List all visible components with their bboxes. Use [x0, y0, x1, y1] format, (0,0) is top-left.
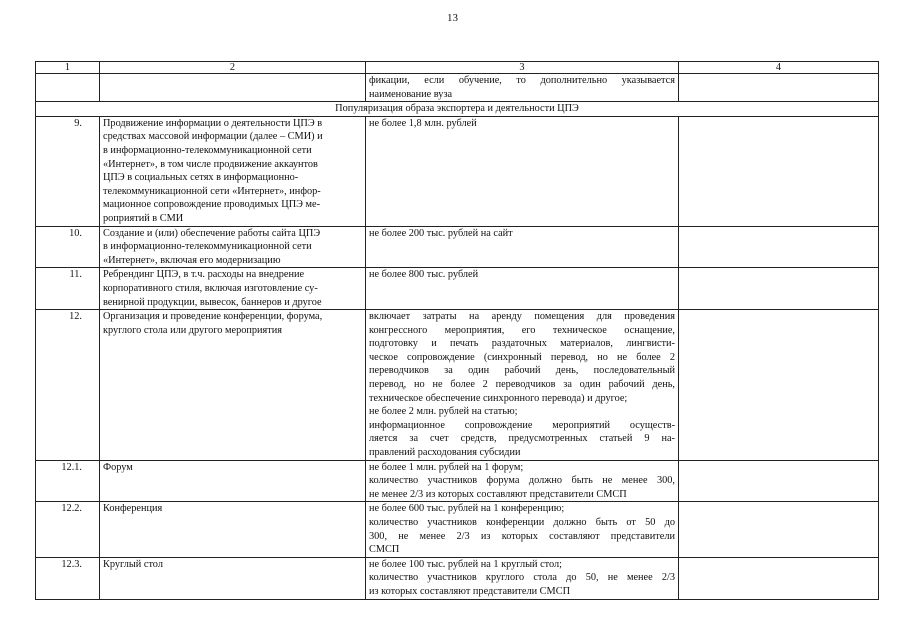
item-title-line: средствах массовой информации (далее – СМИ) и: [103, 131, 323, 143]
continuation-col2-cell: [100, 74, 366, 102]
item-limits-line: информационное сопровождение мероприятий осуществ-: [369, 419, 675, 431]
header-col-1: 1: [36, 62, 100, 74]
continuation-row: [36, 74, 879, 102]
item-title-line: ЦПЭ в социальных сетях в информационно-: [103, 172, 299, 184]
continuation-line: фикации, если обучение, то дополнительно указывается: [369, 75, 675, 86]
item-limits-line: ческое сопровождение (синхронный перевод, но не более 2: [369, 351, 675, 363]
section-title: Популяризация образа экспортера и деятельности ЦПЭ: [36, 102, 879, 117]
item-number-text: 12.2.: [61, 503, 82, 515]
item-limits-line: перевод, но не более 2 переводчиков за один рабочий день,: [369, 379, 675, 391]
item-limits-line: не менее 2/3 из которых составляют представители СМСП: [369, 488, 627, 500]
item-title-line: Ребрендинг ЦПЭ, в т.ч. расходы на внедрение: [103, 269, 305, 281]
item-title-line: Конференция: [103, 503, 163, 515]
item-title: [100, 116, 366, 226]
item-limits: [366, 460, 679, 502]
item-notes: [679, 226, 879, 268]
header-col-2: 2: [100, 62, 366, 74]
item-title: [100, 310, 366, 461]
item-number-text: 12.: [69, 311, 82, 323]
item-title: [100, 226, 366, 268]
item-limits-line: правлений расходования субсидии: [369, 447, 521, 459]
item-title-line: телекоммуникационной сети «Интернет», инфор-: [103, 185, 321, 197]
item-limits-line: не более 100 тыс. рублей на 1 круглый стол;: [369, 558, 563, 570]
item-number-text: 9.: [74, 117, 82, 129]
item-number: [36, 502, 100, 557]
item-limits-line: ляется за счет средств, предусмотренных статьей 9 на-: [369, 433, 675, 445]
item-notes: [679, 557, 879, 599]
item-number-text: 12.1.: [61, 461, 82, 473]
item-title-line: «Интернет», в том числе продвижение аккаунтов: [103, 158, 318, 170]
item-number-text: 12.3.: [61, 558, 82, 570]
item-title-line: роприятий в СМИ: [103, 212, 184, 224]
item-limits-line: не более 2 млн. рублей на статью;: [369, 406, 518, 418]
page-number: 13: [447, 12, 458, 24]
item-limits-line: количество участников конференции должно быть от 50 до: [369, 517, 675, 528]
item-limits: [366, 502, 679, 557]
item-title-line: Форум: [103, 461, 133, 473]
item-title-line: Создание и (или) обеспечение работы сайта ЦПЭ: [103, 227, 321, 239]
header-col-3: 3: [366, 62, 679, 74]
table-row: [36, 502, 879, 557]
item-limits: [366, 310, 679, 461]
table-row: [36, 268, 879, 310]
item-number: [36, 460, 100, 502]
table-row: [36, 116, 879, 226]
item-limits-line: конгрессного мероприятия, его техническое оснащение,: [369, 324, 675, 336]
item-title-line: Организация и проведение конференции, форума,: [103, 311, 323, 323]
item-notes: [679, 460, 879, 502]
item-number: [36, 268, 100, 310]
item-limits-line: СМСП: [369, 544, 400, 556]
item-limits-line: количество участников форума должно быть не менее 300,: [369, 475, 675, 487]
item-title-line: мационное сопровождение проводимых ЦПЭ ме-: [103, 199, 321, 211]
item-title-line: венирной продукции, вывесок, баннеров и другое: [103, 296, 322, 308]
expense-table: [35, 61, 879, 600]
continuation-num-cell: [36, 74, 100, 102]
item-limits: [366, 268, 679, 310]
item-number: [36, 310, 100, 461]
item-limits: [366, 557, 679, 599]
item-number: [36, 226, 100, 268]
item-limits-line: техническое обеспечение синхронного перевода) и другое;: [369, 392, 628, 404]
continuation-line: наименование вуза: [369, 88, 453, 100]
item-title-line: в информационно-телекоммуникационной сети: [103, 241, 312, 253]
header-col-4: 4: [679, 62, 879, 74]
table-row: [36, 310, 879, 461]
table-row: [36, 460, 879, 502]
table-row: [36, 226, 879, 268]
item-title: [100, 268, 366, 310]
item-title-line: Круглый стол: [103, 558, 163, 570]
header-row: [36, 62, 879, 74]
item-limits-line: количество участников круглого стола до 50, не менее 2/3: [369, 572, 675, 584]
item-notes: [679, 268, 879, 310]
section-row: [36, 102, 879, 117]
item-number: [36, 557, 100, 599]
item-limits: [366, 116, 679, 226]
continuation-col3-cell: [366, 74, 679, 102]
item-notes: [679, 116, 879, 226]
item-limits-line: не более 1,8 млн. рублей: [369, 117, 477, 129]
item-limits-line: не более 800 тыс. рублей: [369, 269, 479, 281]
item-notes: [679, 502, 879, 557]
item-title: [100, 502, 366, 557]
item-title-line: в информационно-телекоммуникационной сети: [103, 144, 312, 156]
item-title-line: «Интернет», включая его модернизацию: [103, 254, 281, 266]
item-limits-line: переводчиков за один рабочий день, последовательный: [369, 365, 675, 377]
item-limits-line: подготовку и печать раздаточных материалов, лингвисти-: [369, 338, 675, 350]
item-limits-line: из которых составляют представители СМСП: [369, 585, 571, 597]
item-notes: [679, 310, 879, 461]
item-limits: [366, 226, 679, 268]
item-limits-line: включает затраты на аренду помещения для проведения: [369, 311, 675, 323]
item-limits-line: 300, не менее 2/3 из которых составляют представители: [369, 530, 675, 542]
item-title: [100, 557, 366, 599]
item-limits-line: не более 200 тыс. рублей на сайт: [369, 227, 513, 239]
item-title-line: корпоративного стиля, включая изготовление су-: [103, 282, 318, 294]
item-title-line: Продвижение информации о деятельности ЦПЭ в: [103, 117, 323, 129]
item-title-line: круглого стола или другого мероприятия: [103, 324, 283, 336]
table-row: [36, 557, 879, 599]
continuation-col4-cell: [679, 74, 879, 102]
item-limits-line: не более 600 тыс. рублей на 1 конференцию;: [369, 503, 565, 515]
item-title: [100, 460, 366, 502]
item-number-text: 10.: [69, 227, 82, 239]
item-number: [36, 116, 100, 226]
item-number-text: 11.: [69, 269, 82, 281]
item-limits-line: не более 1 млн. рублей на 1 форум;: [369, 461, 524, 473]
